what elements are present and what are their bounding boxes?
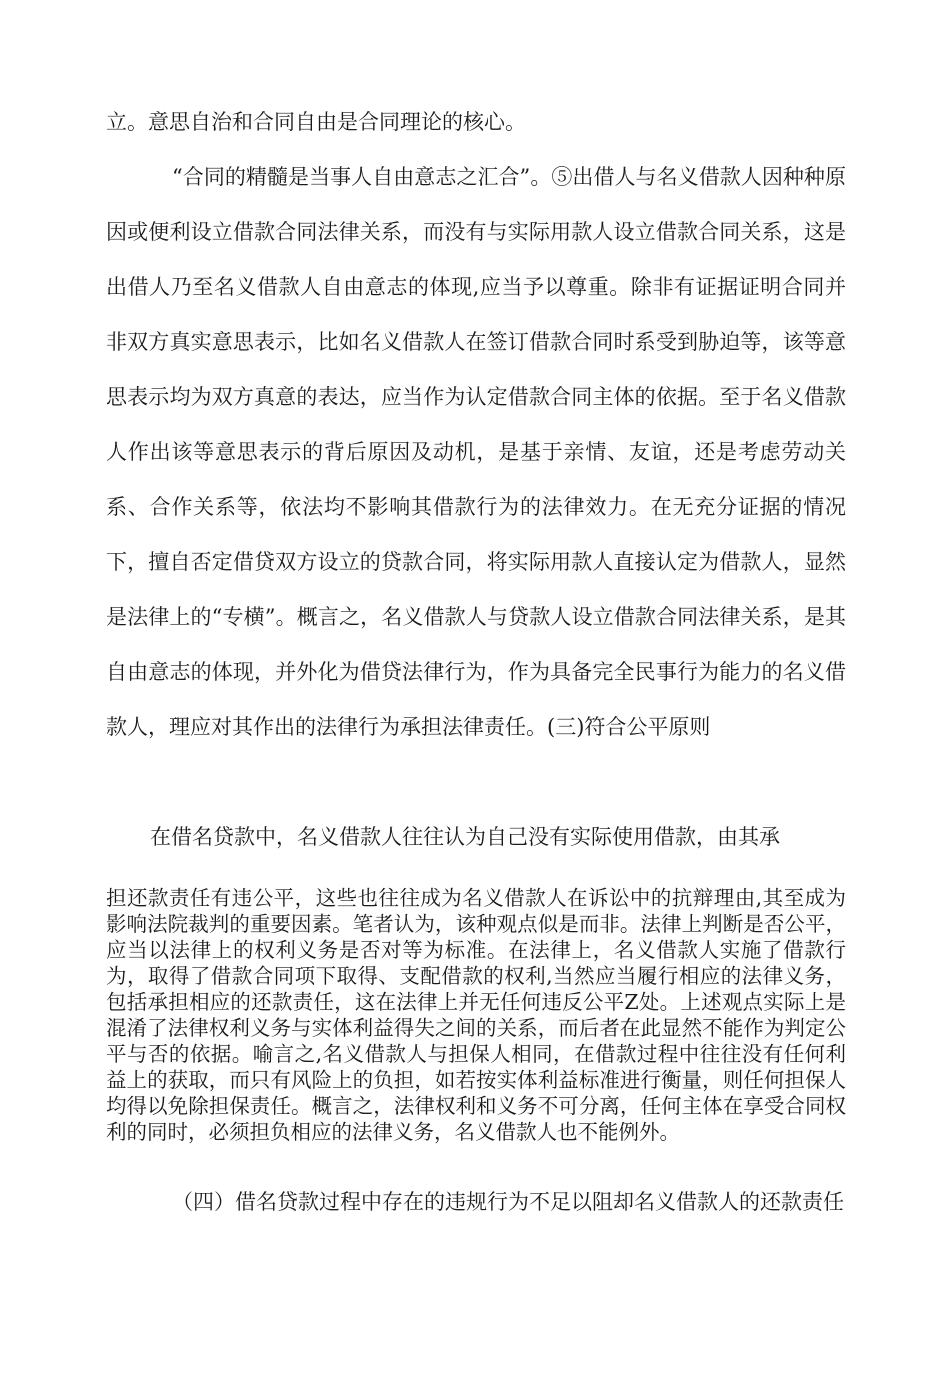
paragraph-fairness-body: 担还款责任有违公平，这些也往往成为名义借款人在诉讼中的抗辩理由,其至成为影响法院裁判的重要因素。笔者认为，该种观点似是而非。法律上判断是否公平，应当以法律上的权利义务是否对等为标准。在法律上，名义借款人实施了借款行为，取得了借款合同项下取得、支配借款的权利,当然应当履行相应的法律义务，包括承担相应的还款责任，这在法律上并无任何违反公平Z处。上述观点实际上是混淆了法律权利义务与实体利益得失之间的关系，而后者在此显然不能作为判定公平与否的依据。喻言之,名义借款人与担保人相同，在借款过程中往往没有任何利益上的获取，而只有风险上的负担，如若按实体利益标准进行衡量，则任何担保人均得以免除担保责任。概言之，法律权利和义务不可分离，任何主体在享受合同权利的同时，必须担负相应的法律义务，名义借款人也不能例外。 [106,886,846,1144]
paragraph-opening-line: 立。意思自治和合同自由是合同理论的核心。 [106,110,526,134]
section-heading-four: （四）借名贷款过程中存在的违规行为不足以阻却名义借款人的还款责任 [172,1190,844,1214]
paragraph-contract-freedom: “合同的精髓是当事人自由意志之汇合”。⑤出借人与名义借款人因种种原因或便利设立借款合同法律关系，而没有与实际用款人设立借款合同关系，这是出借人乃至名义借款人自由意志的体现,应当予以尊重。除非有证据证明合同并非双方真实意思表示，比如名义借款人在签订借款合同时系受到胁迫等，该等意思表示均为双方真意的表达，应当作为认定借款合同主体的依据。至于名义借款人作出该等意思表示的背后原因及动机，是基于亲情、友谊，还是考虑劳动关系、合作关系等，依法均不影响其借款行为的法律效力。在无充分证据的情况下，擅自否定借贷双方设立的贷款合同，将实际用款人直接认定为借款人，显然是法律上的“专横”。概言之，名义借款人与贷款人设立借款合同法律关系，是其自由意志的体现，并外化为借贷法律行为，作为具备完全民事行为能力的名义借款人，理应对其作出的法律行为承担法律责任。(三)符合公平原则 [106,165,846,739]
paragraph-fairness-intro: 在借名贷款中，名义借款人往往认为自己没有实际使用借款，由其承 [150,825,780,849]
